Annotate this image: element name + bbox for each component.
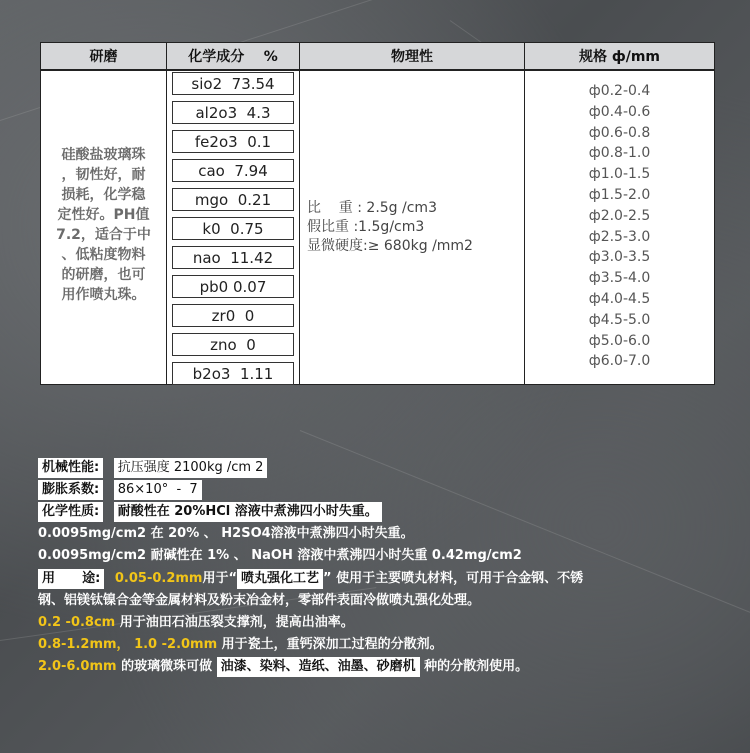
size-item: ф1.0-1.5 [588, 166, 651, 183]
use-highlight: 喷丸强化工艺 [237, 569, 323, 589]
dispersant-highlight: 油漆、染料、造纸、油墨、砂磨机 [217, 657, 420, 677]
expansion-label: 膨胀系数: [38, 480, 103, 500]
size-item: ф6.0-7.0 [588, 353, 651, 370]
composition-item: b2o3 1.11 [172, 362, 294, 385]
header-physical: 物理性 [299, 42, 525, 70]
mechanical-line [38, 458, 267, 478]
oilfield-text: 用于油田石油压裂支撑剂，提高出油率。 [115, 615, 354, 630]
mechanical-value: 抗压强度 2100kg /cm 2 [114, 458, 268, 478]
size-item: ф2.5-3.0 [588, 228, 651, 245]
oilfield-line [38, 613, 354, 633]
description-line: 用作喷丸珠。 [61, 287, 146, 303]
spec-table [40, 42, 715, 385]
clay-range: 0.8-1.2mm， 1.0 -2.0mm [38, 637, 218, 652]
clay-line [38, 635, 443, 655]
expansion-value: 86×10° - 7 [114, 480, 202, 500]
composition-item: zno 0 [172, 333, 294, 356]
mechanical-label: 机械性能: [38, 458, 103, 478]
description-line: ，韧性好，耐 [61, 167, 146, 183]
acid-line: 0.0095mg/cm2 在 20% 、 H2SO4溶液中煮沸四小时失重。 [38, 526, 414, 541]
physical-line: 假比重 :1.5g/cm3 [307, 219, 425, 235]
use-line-2: 钢、铝镁钛镍合金等金属材料及粉末冶金材，零部件表面冷做喷丸强化处理。 [38, 593, 481, 608]
oilfield-range: 0.2 -0.8cm [38, 615, 116, 630]
header-composition: 化学成分 % [166, 42, 300, 70]
size-item: ф4.0-4.5 [588, 290, 651, 307]
chemical-line [38, 502, 382, 522]
physical-line: 比 重 : 2.5g /cm3 [307, 200, 437, 216]
size-item: ф0.2-0.4 [588, 83, 651, 99]
use-text: 用于“ [202, 571, 238, 586]
dispersant-text: 种的分散剂使用。 [419, 659, 529, 674]
description-line: 损耗，化学稳 [61, 187, 146, 203]
composition-item: mgo 0.21 [172, 188, 294, 211]
size-item: ф5.0-6.0 [588, 332, 651, 349]
composition-item: nao 11.42 [172, 246, 294, 269]
chemical-label: 化学性质: [38, 502, 103, 522]
composition-cell [166, 70, 300, 385]
clay-text: 用于瓷土，重钙深加工过程的分散剂。 [217, 637, 443, 652]
size-item: ф2.0-2.5 [588, 207, 651, 224]
composition-item: fe2o3 0.1 [172, 130, 294, 153]
description-line: 定性好。PH值 [57, 207, 150, 223]
description-line: 硅酸盐玻璃珠 [61, 147, 146, 163]
composition-item: al2o3 4.3 [172, 101, 294, 124]
use-label: 用 途: [38, 569, 104, 589]
physical-line: 显微硬度:≥ 680kg /mm2 [307, 238, 473, 254]
dispersant-line [38, 657, 528, 677]
size-item: ф1.5-2.0 [588, 186, 651, 203]
use-line [38, 569, 583, 589]
use-range: 0.05-0.2mm [114, 571, 203, 586]
size-item: ф0.6-0.8 [588, 124, 651, 141]
composition-item: k0 0.75 [172, 217, 294, 240]
description-line: 、低粘度物料 [61, 247, 146, 263]
size-item: ф3.0-3.5 [588, 249, 651, 266]
alkali-line: 0.0095mg/cm2 耐碱性在 1% 、 NaOH 溶液中煮沸四小时失重 0.42mg/cm2 [38, 548, 522, 563]
chemical-value: 耐酸性在 20%HCl 溶液中煮沸四小时失重。 [114, 502, 382, 522]
size-item: ф3.5-4.0 [588, 270, 651, 287]
expansion-line [38, 480, 202, 500]
header-grinding: 研磨 [40, 42, 167, 70]
size-item: ф4.5-5.0 [588, 311, 651, 328]
size-item: ф0.8-1.0 [588, 145, 651, 162]
dispersant-range: 2.0-6.0mm [38, 659, 117, 674]
physical-cell [299, 70, 525, 385]
dispersant-text: 的玻璃微珠可做 [116, 659, 217, 674]
size-item: ф0.4-0.6 [588, 103, 651, 120]
description-line: 7.2，适合于中 [56, 227, 151, 243]
composition-item: pb0 0.07 [172, 275, 294, 298]
use-text: ” 使用于主要喷丸材料，可用于合金钢、不锈 [323, 571, 584, 586]
composition-item: sio2 73.54 [172, 72, 294, 95]
header-size: 规格 ф/mm [524, 42, 715, 70]
composition-item: zr0 0 [172, 304, 294, 327]
size-cell [524, 70, 715, 385]
composition-item: cao 7.94 [172, 159, 294, 182]
description-cell [40, 70, 167, 385]
description-line: 的研磨，也可 [61, 267, 146, 283]
